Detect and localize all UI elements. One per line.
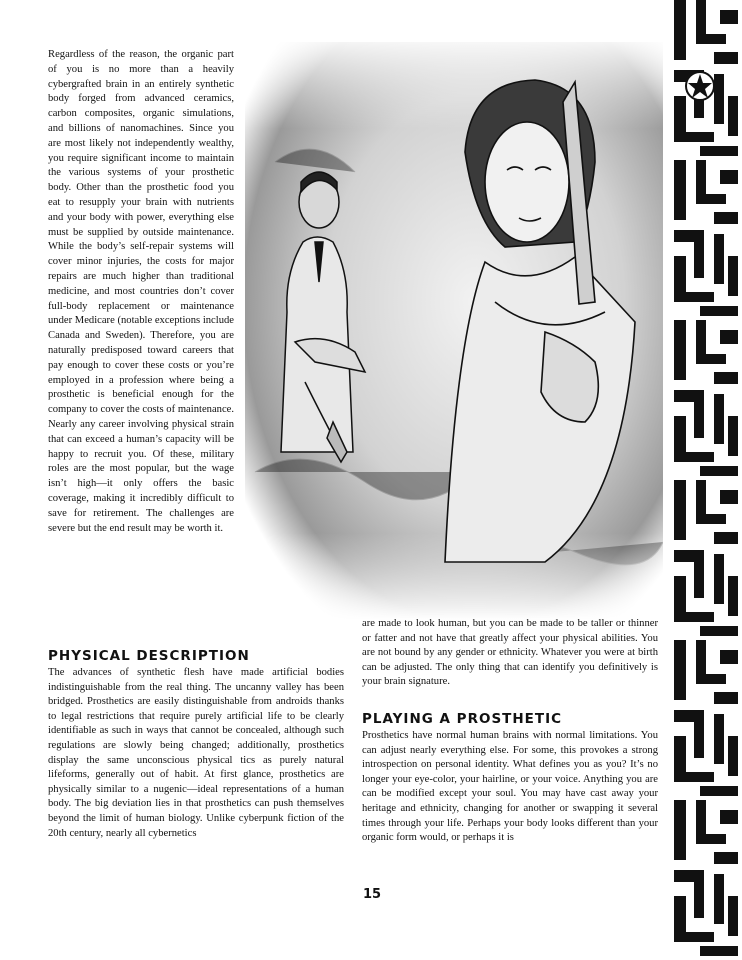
playing-a-prosthetic-heading: PLAYING A PROSTHETIC — [362, 711, 563, 727]
page-number: 15 — [362, 887, 382, 902]
playing-a-prosthetic-paragraph: Prosthetics have normal human brains with normal limitations. You can adjust nearly everything else. For some, this provokes a strong introspection on personal identity. What defines you as you? It’s no longer your eye-color, your hairline, or your voice. Anything you are can be modified except your soul. You may have cast away your heritage and ethnicity, changing for another or swapping it several times through your life. Perhaps your body looks different than your organic form would, or perhaps it is — [362, 730, 658, 844]
physical-description-paragraph: The advances of synthetic flesh have made artificial bodies indistinguishable from the real thing. The uncanny valley has been bridged. Prosthetics are easily distinguishable from androids thanks to legal restrictions that require purely artificial life to be clearly identifiable as such in ways that cannot be concealed, although such regulations are slowly being changed; additionally, prosthetics display the same unconscious physical tics as purely natural lifeforms, generally out of habit. At first glance, prosthetics are physically similar to a nugenic—ideal representations of a human body. The big deviation lies in that prosthetics can push themselves beyond the limit of human biology. Unlike cyberpunk fiction of the 20th century, nearly all cybernetics — [48, 667, 344, 839]
continued-paragraph: are made to look human, but you can be made to be taller or thinner or fatter and not have that greatly affect your physical abilities. You are not bound by any gender or ethnicity. Whatever you were at birth can be adjusted. The only thing that can identify you definitively is your brain signature. — [362, 618, 658, 688]
intro-paragraph: Regardless of the reason, the organic part of you is no more than a heavily cybergrafted brain in an entirely synthetic body forged from advanced ceramics, carbon composites, organic simulations, and billions of nanomachines. Since you are most likely not independently wealthy, you require significant income to maintain the various systems of your prosthetic body. Other than the prosthetic food you eat to resupply your brain with nutrients and your body with power, everything else must be supplied by outside maintenance. While the body’s self-repair systems will cover minor injuries, the costs for major repairs are much higher than traditional medicine, and most countries don’t cover full-body replacement or maintenance under Medicare (notable exceptions include Canada and Sweden). Therefore, you are naturally predisposed toward careers that pay enough to cover these costs or you’re employed in a profession where being a prosthetic is beneficial enough for the company to cover the costs of maintenance. Nearly any career involving physical strain that can exceed a human’s capacity will be happy to recruit you. Of these, military roles are the most popular, but the wage isn’t high—it only offers the basic coverage, making it incredibly difficult to save for retirement. The challenges are severe but the end result may be worth it. — [48, 49, 234, 534]
circuit-border-decoration — [670, 0, 742, 960]
physical-description-heading: PHYSICAL DESCRIPTION — [48, 648, 250, 664]
star-emblem-icon — [686, 72, 714, 100]
illustration-prosthetics — [245, 42, 663, 620]
